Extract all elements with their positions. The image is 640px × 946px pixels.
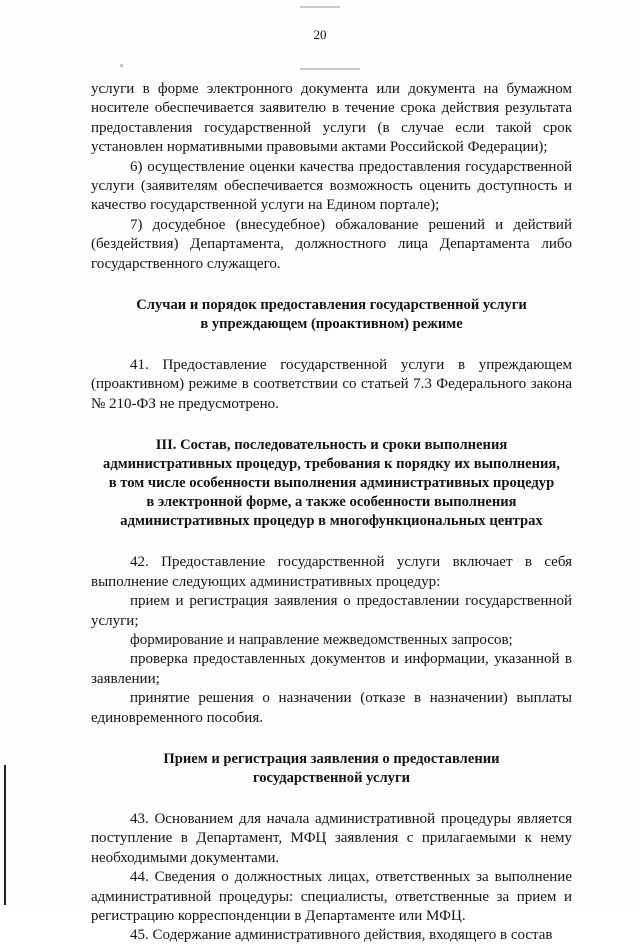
scan-speck [120,64,123,67]
list-item-reception: прием и регистрация заявления о предоставлении государственной услуги; [91,593,572,629]
page-number: 20 [313,27,327,42]
paragraph-43: 43. Основанием для начала административной процедуры является поступление в Департамент, МФЦ заявления с прилагаемыми к нему необходимыми документами. [91,810,572,866]
heading-line: в том числе особенности выполнения административных процедур [108,475,555,492]
section-heading-reception [91,750,572,788]
paragraph-42: 42. Предоставление государственной услуги включает в себя выполнение следующих административных процедур: [91,554,572,590]
heading-line: в упреждающем (проактивном) режиме [200,316,463,333]
list-item-verification: проверка предоставленных документов и информации, указанной в заявлении; [91,651,572,687]
scan-speck [300,6,340,8]
scan-speck [300,68,360,70]
paragraph-item-7: 7) досудебное (внесудебное) обжалование решений и действий (бездействия) Департамента, должностного лица Департамента либо государственного служащего. [91,216,572,272]
heading-line: Прием и регистрация заявления о предоставлении [163,750,500,767]
list-item-decision: принятие решения о назначении (отказе в назначении) выплаты единовременного пособия. [91,690,572,726]
scan-margin-artifact [4,765,6,905]
heading-line: Случаи и порядок предоставления государственной услуги [136,297,527,314]
heading-line: в электронной форме, а также особенности выполнения [146,494,517,511]
paragraph-44: 44. Сведения о должностных лицах, ответственных за выполнение административной процедуры: специалисты, ответственные за прием и регистрацию корреспонденции в Департаменте или МФЦ. [91,869,572,924]
heading-line: административных процедур в многофункциональных центрах [120,513,543,530]
paragraph-item-6: 6) осуществление оценки качества предоставления государственной услуги (заявителям обеспечивается возможность оценить доступность и качество государственной услуги на Едином портале); [91,158,572,214]
section-heading-proactive [91,296,572,334]
document-body [91,80,572,946]
paragraph-41: 41. Предоставление государственной услуги в упреждающем (проактивном) режиме в соответствии со статьей 7.3 Федерального закона № 210-ФЗ не предусмотрено. [91,357,572,412]
heading-line: государственной услуги [252,769,411,786]
heading-line: III. Состав, последовательность и сроки выполнения [155,437,508,454]
list-item-requests: формирование и направление межведомственных запросов; [130,631,513,648]
heading-line: административных процедур, требования к порядку их выполнения, [103,456,560,473]
section-heading-iii [91,436,572,531]
paragraph-45: 45. Содержание административного действия, входящего в состав [130,927,553,944]
paragraph-result-delivery: услуги в форме электронного документа или документа на бумажном носителе обеспечивается заявителю в течение срока действия результата предоставления государственной услуги (в случае если такой срок установлен нормативными правовыми актами Российской Федерации); [91,81,572,156]
